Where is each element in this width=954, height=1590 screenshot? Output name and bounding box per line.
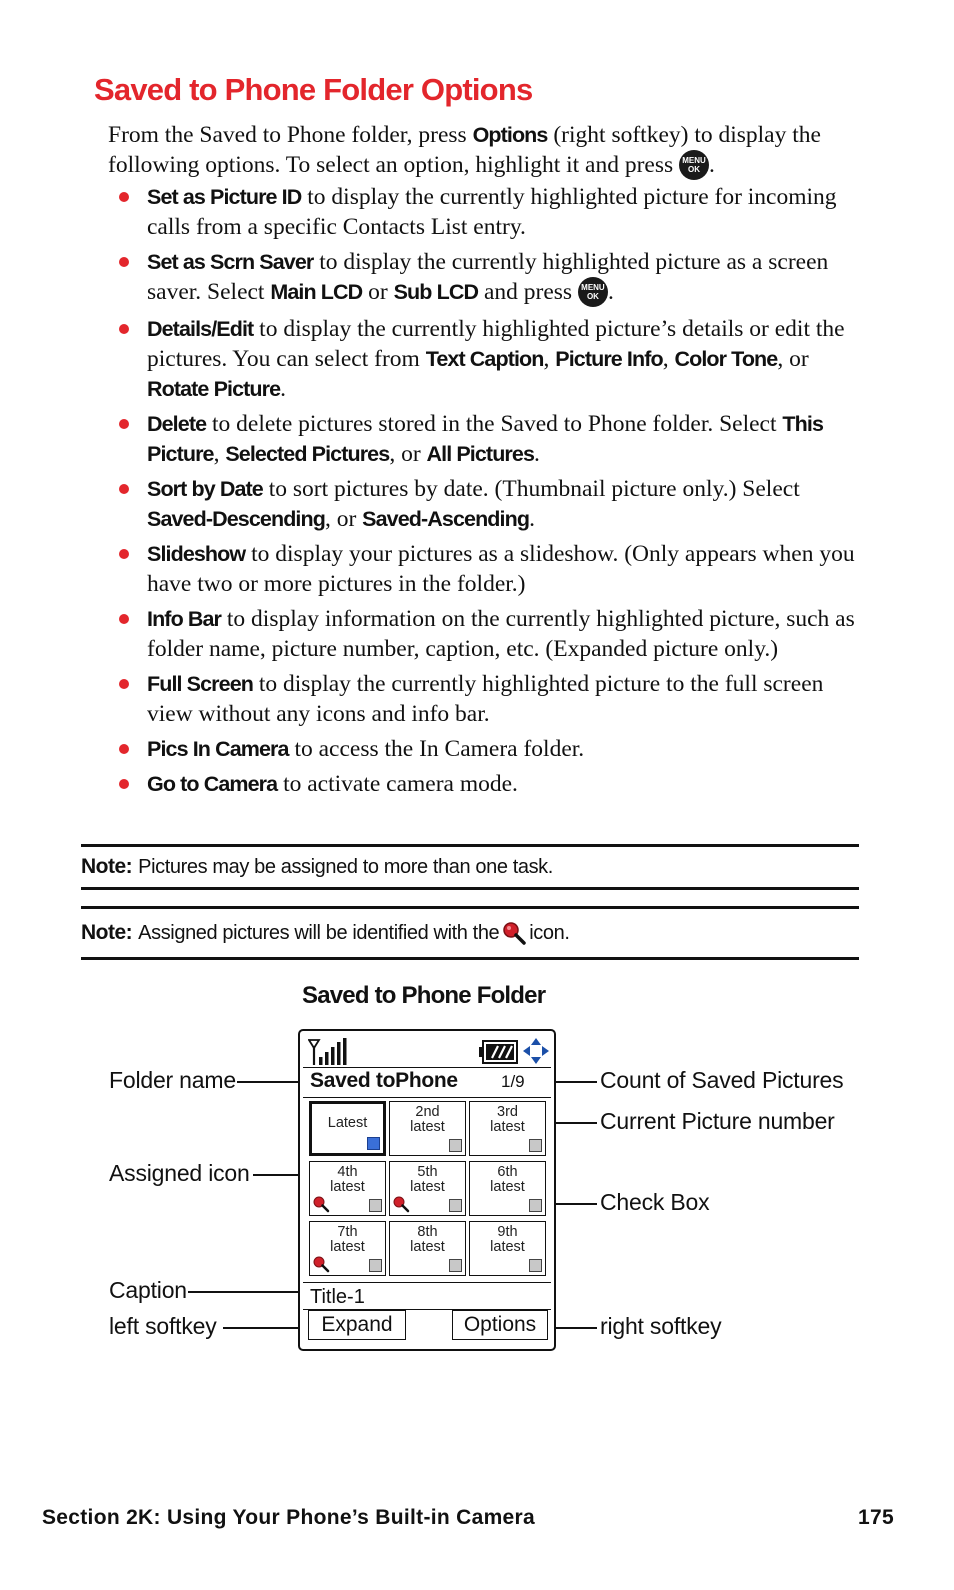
screen-folder-name: Saved toPhone	[310, 1069, 458, 1092]
menu-ok-key-icon: MENU OK	[679, 150, 709, 180]
bullet-icon	[119, 679, 129, 689]
options-list	[108, 182, 868, 804]
callout-check-box: Check Box	[600, 1189, 710, 1215]
list-item: Slideshow to display your pictures as a slideshow. (Only appears when you have two or more pictures in the folder.)	[108, 539, 868, 599]
callout-caption: Caption	[109, 1277, 187, 1303]
thumbnail-4th-latest[interactable]: 4th latest	[309, 1161, 386, 1216]
list-item: Info Bar to display information on the currently highlighted picture, such as folder name, picture number, caption, etc. (Expanded picture only.)	[108, 604, 868, 664]
check-box[interactable]	[449, 1139, 462, 1152]
options-term: Options	[472, 123, 548, 147]
list-item: Set as Picture ID to display the currently highlighted picture for incoming calls from a specific Contacts List entry.	[108, 182, 868, 242]
check-box[interactable]	[369, 1199, 382, 1212]
battery-icon	[479, 1040, 519, 1064]
bullet-icon	[119, 257, 129, 267]
page-title: Saved to Phone Folder Options	[94, 72, 533, 107]
screen-caption: Title-1	[310, 1286, 365, 1308]
thumbnail-2nd-latest[interactable]: 2nd latest	[389, 1101, 466, 1156]
callout-count: Count of Saved Pictures	[600, 1067, 844, 1093]
callout-right-softkey: right softkey	[600, 1313, 722, 1339]
bullet-icon	[119, 614, 129, 624]
thumbnail-6th-latest[interactable]: 6th latest	[469, 1161, 546, 1216]
navigation-arrows-icon	[522, 1037, 550, 1065]
thumbnail-5th-latest[interactable]: 5th latest	[389, 1161, 466, 1216]
check-box[interactable]	[529, 1139, 542, 1152]
bullet-icon	[119, 484, 129, 494]
thumbnail-9th-latest[interactable]: 9th latest	[469, 1221, 546, 1276]
callout-left-softkey: left softkey	[109, 1313, 217, 1339]
menu-ok-key-icon: MENU OK	[578, 277, 608, 307]
note-box-1: Note: Pictures may be assigned to more than one task.	[81, 844, 859, 890]
list-item: Set as Scrn Saver to display the currently highlighted picture as a screen saver. Select Main LCD or Sub LCD and press MENU OK .	[108, 247, 868, 309]
check-box[interactable]	[529, 1199, 542, 1212]
leader-line-left-softkey	[223, 1327, 307, 1329]
check-box[interactable]	[449, 1199, 462, 1212]
header-divider	[303, 1097, 551, 1098]
caption-divider	[303, 1282, 551, 1283]
screen-picture-count: 1/9	[501, 1072, 525, 1091]
leader-line-caption	[188, 1291, 306, 1293]
thumbnail-3rd-latest[interactable]: 3rd latest	[469, 1101, 546, 1156]
list-item: Pics In Camera to access the In Camera folder.	[108, 734, 868, 764]
check-box[interactable]	[367, 1137, 380, 1150]
check-box[interactable]	[369, 1259, 382, 1272]
check-box[interactable]	[449, 1259, 462, 1272]
assigned-icon	[312, 1195, 330, 1213]
expand-softkey-button[interactable]: Expand	[308, 1310, 406, 1340]
list-item: Full Screen to display the currently highlighted picture to the full screen view without any icons and info bar.	[108, 669, 868, 729]
check-box[interactable]	[529, 1259, 542, 1272]
note-box-2: Note: Assigned pictures will be identified with the icon.	[81, 906, 859, 960]
bullet-icon	[119, 779, 129, 789]
callout-folder-name: Folder name	[109, 1067, 236, 1093]
footer-page-number: 175	[858, 1506, 894, 1529]
list-item: Sort by Date to sort pictures by date. (Thumbnail picture only.) Select Saved-Descending, or Saved-Ascending.	[108, 474, 868, 534]
footer-section-title: Section 2K: Using Your Phone’s Built-in Camera	[42, 1506, 535, 1529]
bullet-icon	[119, 549, 129, 559]
list-item: Go to Camera to activate camera mode.	[108, 769, 868, 799]
assigned-icon	[312, 1255, 330, 1273]
magnifier-assigned-icon	[501, 921, 527, 945]
figure-title: Saved to Phone Folder	[302, 982, 546, 1009]
bullet-icon	[119, 324, 129, 334]
phone-screen	[298, 1029, 556, 1351]
options-softkey-button[interactable]: Options	[452, 1310, 548, 1340]
intro-paragraph: From the Saved to Phone folder, press Options (right softkey) to display the following options. To select an option, highlight it and press MENU OK .	[108, 122, 821, 178]
list-item: Details/Edit to display the currently highlighted picture’s details or edit the pictures. You can select from Text Caption, Picture Info, Color Tone, or Rotate Picture.	[108, 314, 868, 404]
bullet-icon	[119, 744, 129, 754]
thumbnail-8th-latest[interactable]: 8th latest	[389, 1221, 466, 1276]
list-item: Delete to delete pictures stored in the Saved to Phone folder. Select This Picture, Selected Pictures, or All Pictures.	[108, 409, 868, 469]
thumbnail-7th-latest[interactable]: 7th latest	[309, 1221, 386, 1276]
bullet-icon	[119, 192, 129, 202]
callout-assigned-icon: Assigned icon	[109, 1160, 250, 1186]
bullet-icon	[119, 419, 129, 429]
callout-current-number: Current Picture number	[600, 1108, 835, 1134]
assigned-icon	[392, 1195, 410, 1213]
status-divider	[303, 1067, 551, 1068]
thumbnail-latest[interactable]: Latest	[309, 1101, 386, 1156]
signal-strength-icon	[308, 1037, 348, 1067]
